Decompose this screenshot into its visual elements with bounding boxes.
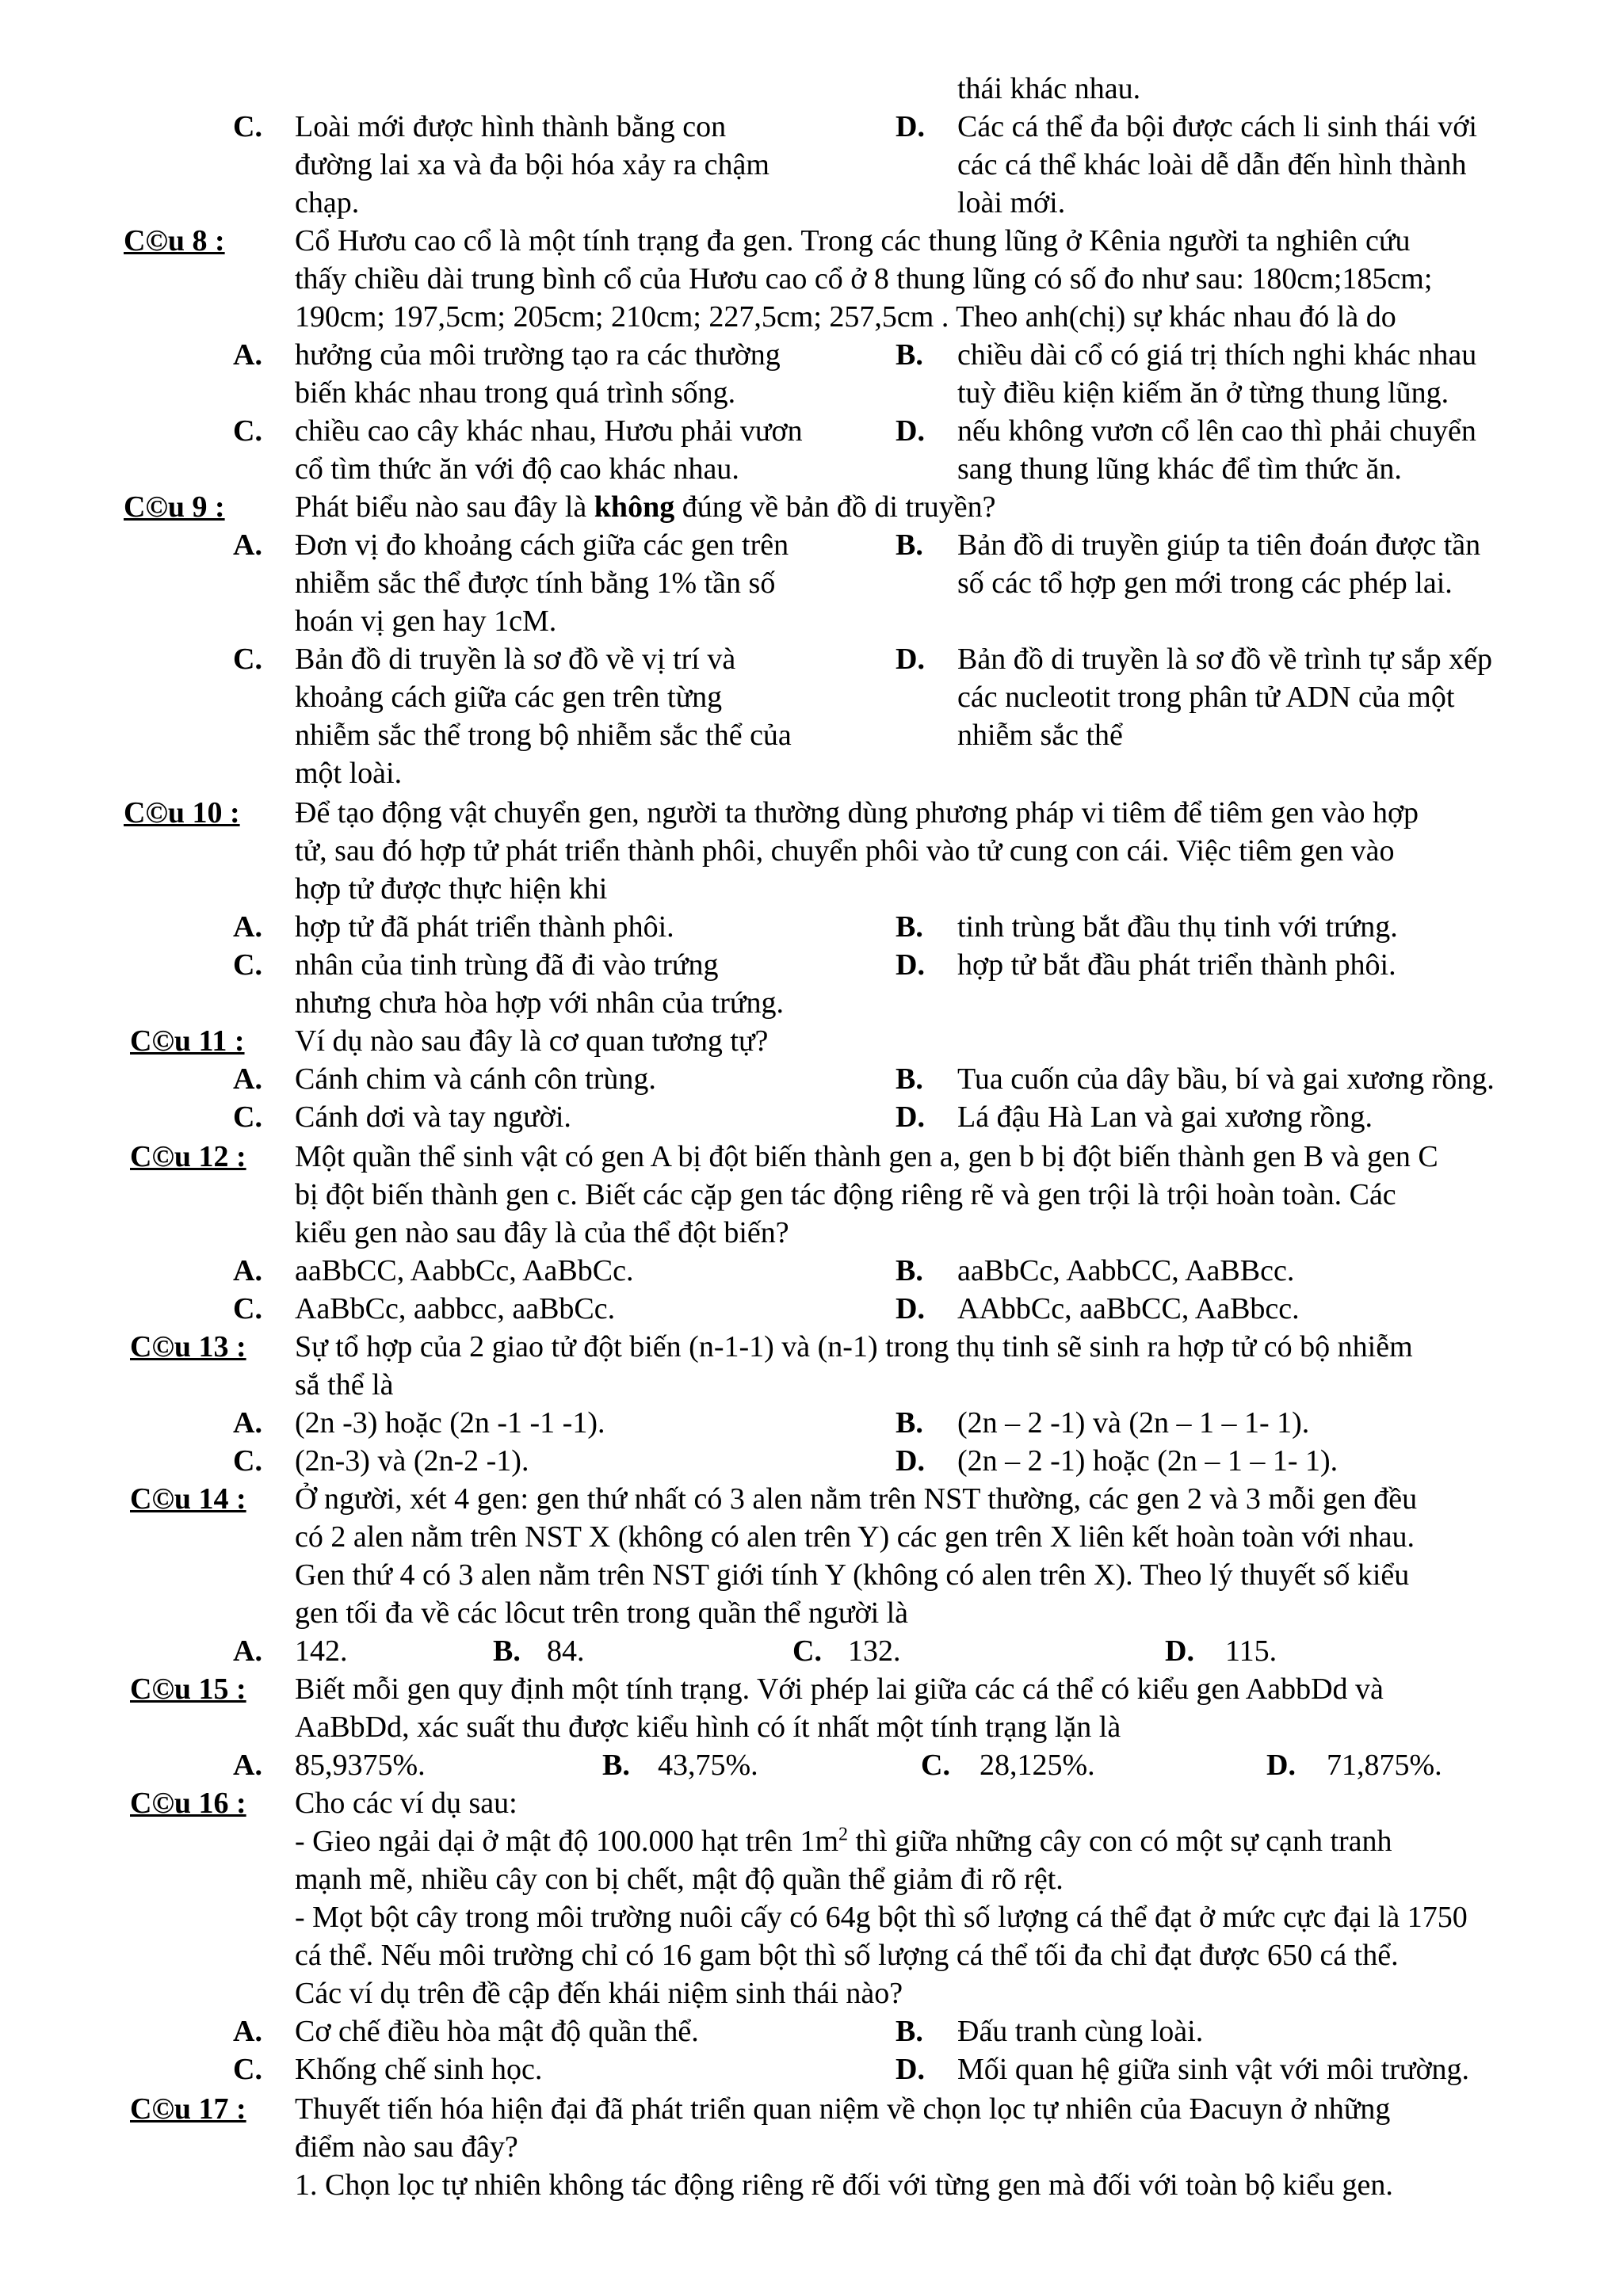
option-b-text: chiều dài cổ có giá trị thích nghi khác nhau [957,338,1477,372]
option-d-text: sang thung lũng khác để tìm thức ăn. [957,452,1402,486]
option-d-text: nhiễm sắc thể [957,719,1123,752]
question-stem-line: Ví dụ nào sau đây là cơ quan tương tự? [295,1024,769,1058]
option-letter-a: A. [233,338,262,372]
option-b-text: Đấu tranh cùng loài. [957,2015,1204,2048]
question-stem-line: - Mọt bột cây trong môi trường nuôi cấy có 64g bột thì số lượng cá thể đạt ở mức cực đại là 1750 [295,1901,1468,1934]
option-letter-b: B. [896,2015,923,2048]
option-b-text: tuỳ điều kiện kiếm ăn ở từng thung lũng. [957,376,1449,410]
question-stem-line: Các ví dụ trên đề cập đến khái niệm sinh thái nào? [295,1977,903,2010]
option-letter-b: B. [896,1406,923,1440]
question-label: C©u 13 : [130,1330,246,1363]
option-d-text: AAbbCc, aaBbCC, AaBbcc. [957,1292,1300,1325]
option-b-text: tinh trùng bắt đầu thụ tinh với trứng. [957,910,1398,944]
question-label: C©u 11 : [130,1024,245,1058]
option-a-text: aaBbCC, AabbCc, AaBbCc. [295,1254,634,1287]
option-letter-d: D. [896,2053,925,2086]
option-letter-b: B. [896,1062,923,1096]
question-label: C©u 14 : [130,1482,246,1516]
question-stem-line: Một quần thể sinh vật có gen A bị đột biến thành gen a, gen b bị đột biến thành gen B và gen C [295,1140,1438,1173]
question-stem-line: bị đột biến thành gen c. Biết các cặp gen tác động riêng rẽ và gen trội là trội hoàn toàn. Các [295,1178,1396,1211]
option-letter-c: C. [233,1444,262,1478]
option-d-text: 71,875%. [1327,1749,1442,1782]
option-a-text: hợp tử đã phát triển thành phôi. [295,910,674,944]
option-letter-a: A. [233,910,262,944]
question-stem-line: cá thể. Nếu môi trường chỉ có 16 gam bột thì số lượng cá thể tối đa chỉ đạt được 650 cá thể. [295,1939,1399,1972]
option-b-text: Bản đồ di truyền giúp ta tiên đoán được tần [957,528,1481,562]
option-c-text: chiều cao cây khác nhau, Hươu phải vươn [295,414,803,448]
question-stem-line: hợp tử được thực hiện khi [295,872,608,906]
prev-question-fragment: thái khác nhau. [957,72,1141,105]
option-letter-b: B. [602,1749,630,1782]
option-c-text: khoảng cách giữa các gen trên từng [295,681,723,714]
option-letter-d: D. [896,948,925,982]
option-d-text: Lá đậu Hà Lan và gai xương rồng. [957,1100,1373,1134]
option-a-text: biến khác nhau trong quá trình sống. [295,376,736,410]
option-letter-b: B. [896,338,923,372]
question-label: C©u 10 : [124,796,240,830]
question-stem-line: có 2 alen nằm trên NST X (không có alen trên Y) các gen trên X liên kết hoàn toàn với nhau. [295,1520,1415,1554]
question-stem-line: 190cm; 197,5cm; 205cm; 210cm; 227,5cm; 257,5cm . Theo anh(chị) sự khác nhau đó là do [295,300,1396,334]
prev-option-c-line1: Loài mới được hình thành bằng con [295,110,727,143]
option-d-text: (2n – 2 -1) hoặc (2n – 1 – 1- 1). [957,1444,1338,1478]
prev-option-d-line2: các cá thể khác loài dễ dẫn đến hình thành [957,148,1467,181]
question-label: C©u 9 : [124,490,225,524]
question-stem-line: AaBbDd, xác suất thu được kiểu hình có ít nhất một tính trạng lặn là [295,1711,1121,1744]
option-c-text: 132. [848,1634,901,1668]
question-stem-line: Thuyết tiến hóa hiện đại đã phát triển quan niệm về chọn lọc tự nhiên của Đacuyn ở những [295,2092,1391,2126]
option-letter-a: A. [233,1749,262,1782]
option-letter-a: A. [233,1254,262,1287]
option-c-text: một loài. [295,757,403,790]
option-letter-c: C. [233,1292,262,1325]
question-stem-line: Sự tổ hợp của 2 giao tử đột biến (n-1-1) và (n-1) trong thụ tinh sẽ sinh ra hợp tử có bộ nhiễm [295,1330,1413,1363]
option-c-text: nhiễm sắc thể trong bộ nhiễm sắc thể của [295,719,792,752]
emphasis-not: không [594,490,675,524]
option-c-text: AaBbCc, aabbcc, aaBbCc. [295,1292,616,1325]
option-letter-b: B. [896,1254,923,1287]
question-stem-line: Ở người, xét 4 gen: gen thứ nhất có 3 alen nằm trên NST thường, các gen 2 và 3 mỗi gen đều [295,1482,1418,1516]
option-letter-d: D. [896,1444,925,1478]
option-letter-d: D. [896,1292,925,1325]
question-stem-line: mạnh mẽ, nhiều cây con bị chết, mật độ quần thể giảm đi rõ rệt. [295,1863,1064,1896]
option-letter-a: A. [233,1406,262,1440]
option-d-text: Mối quan hệ giữa sinh vật với môi trường. [957,2053,1470,2086]
prev-option-d-line1: Các cá thể đa bội được cách li sinh thái với [957,110,1477,143]
option-letter-a: A. [233,1062,262,1096]
option-letter-c: C. [792,1634,822,1668]
question-label: C©u 15 : [130,1672,246,1706]
prev-option-d-line3: loài mới. [957,186,1066,219]
option-letter-c: C. [233,948,262,982]
option-d-text: các nucleotit trong phân tử ADN của một [957,681,1455,714]
question-label: C©u 17 : [130,2092,246,2126]
option-letter-b: B. [493,1634,521,1668]
option-a-text: 85,9375%. [295,1749,426,1782]
option-a-text: Cơ chế điều hòa mật độ quần thể. [295,2015,699,2048]
question-stem-line: điểm nào sau đây? [295,2130,518,2164]
option-b-text: (2n – 2 -1) và (2n – 1 – 1- 1). [957,1406,1310,1440]
question-label: C©u 12 : [130,1140,246,1173]
question-stem-line: 1. Chọn lọc tự nhiên không tác động riêng rẽ đối với từng gen mà đối với toàn bộ kiểu gen. [295,2168,1393,2202]
option-c-text: Cánh dơi và tay người. [295,1100,571,1134]
option-letter-a: A. [233,2015,262,2048]
option-letter-d: D. [896,414,925,448]
option-a-text: Cánh chim và cánh côn trùng. [295,1062,656,1096]
option-letter-c: C. [233,110,262,143]
option-letter-a: A. [233,1634,262,1668]
option-letter-d: D. [1266,1749,1296,1782]
option-a-text: nhiễm sắc thể được tính bằng 1% tần số [295,566,776,600]
option-a-text: hưởng của môi trường tạo ra các thường [295,338,781,372]
question-stem-line: Gen thứ 4 có 3 alen nằm trên NST giới tính Y (không có alen trên X). Theo lý thuyết số kiểu [295,1558,1410,1592]
option-letter-d: D. [896,110,925,143]
question-stem-line: tử, sau đó hợp tử phát triển thành phôi, chuyển phôi vào tử cung con cái. Việc tiêm gen vào [295,834,1395,868]
option-b-text: số các tổ hợp gen mới trong các phép lai. [957,566,1453,600]
question-stem-line: gen tối đa về các lôcut trên trong quần thể người là [295,1596,909,1630]
option-c-text: cổ tìm thức ăn với độ cao khác nhau. [295,452,739,486]
question-stem-line: sắ thể là [295,1368,394,1402]
option-c-text: 28,125%. [980,1749,1095,1782]
question-stem-line: Để tạo động vật chuyển gen, người ta thường dùng phương pháp vi tiêm để tiêm gen vào hợp [295,796,1419,830]
question-stem-line: Biết mỗi gen quy định một tính trạng. Với phép lai giữa các cá thể có kiểu gen AabbDd và [295,1672,1384,1706]
option-c-text: nhân của tinh trùng đã đi vào trứng [295,948,719,982]
option-letter-c: C. [233,643,262,676]
question-stem-line: thấy chiều dài trung bình cổ của Hươu cao cổ ở 8 thung lũng có số đo như sau: 180cm;185cm; [295,262,1433,296]
question-stem-line: kiểu gen nào sau đây là của thể đột biến? [295,1216,789,1249]
option-c-text: nhưng chưa hòa hợp với nhân của trứng. [295,986,784,1020]
option-b-text: 43,75%. [658,1749,758,1782]
question-stem-line: Cho các ví dụ sau: [295,1787,517,1820]
prev-option-c-line3: chạp. [295,186,360,219]
option-letter-c: C. [233,2053,262,2086]
option-c-text: Bản đồ di truyền là sơ đồ về vị trí và [295,643,736,676]
question-label: C©u 16 : [130,1787,246,1820]
option-b-text: 84. [547,1634,585,1668]
option-b-text: aaBbCc, AabbCC, AaBBcc. [957,1254,1295,1287]
option-letter-d: D. [896,643,925,676]
option-a-text: hoán vị gen hay 1cM. [295,605,557,638]
option-letter-b: B. [896,528,923,562]
option-a-text: Đơn vị đo khoảng cách giữa các gen trên [295,528,789,562]
question-stem-line: - Gieo ngải dại ở mật độ 100.000 hạt trên $1m^2$ thì giữa những cây con có một sự cạnh tranh [295,1824,1392,1858]
question-label: C©u 8 : [124,224,225,257]
option-letter-d: D. [896,1100,925,1134]
option-d-text: nếu không vươn cổ lên cao thì phải chuyển [957,414,1476,448]
option-a-text: (2n -3) hoặc (2n -1 -1 -1). [295,1406,605,1440]
option-d-text: Bản đồ di truyền là sơ đồ về trình tự sắp xếp [957,643,1492,676]
option-a-text: 142. [295,1634,348,1668]
option-d-text: hợp tử bắt đầu phát triển thành phôi. [957,948,1396,982]
option-letter-a: A. [233,528,262,562]
option-letter-c: C. [233,1100,262,1134]
option-letter-b: B. [896,910,923,944]
option-c-text: Khống chế sinh học. [295,2053,543,2086]
question-stem-line: Cổ Hươu cao cổ là một tính trạng đa gen. Trong các thung lũng ở Kênia người ta nghiên cứu [295,224,1411,257]
option-c-text: (2n-3) và (2n-2 -1). [295,1444,529,1478]
option-letter-c: C. [233,414,262,448]
superscript-two: 2 [838,1824,849,1845]
question-stem-line: Phát biểu nào sau đây là không đúng về bản đồ di truyền? [295,490,996,524]
option-b-text: Tua cuốn của dây bầu, bí và gai xương rồng. [957,1062,1495,1096]
prev-option-c-line2: đường lai xa và đa bội hóa xảy ra chậm [295,148,769,181]
option-d-text: 115. [1225,1634,1277,1668]
option-letter-c: C. [921,1749,950,1782]
option-letter-d: D. [1165,1634,1194,1668]
